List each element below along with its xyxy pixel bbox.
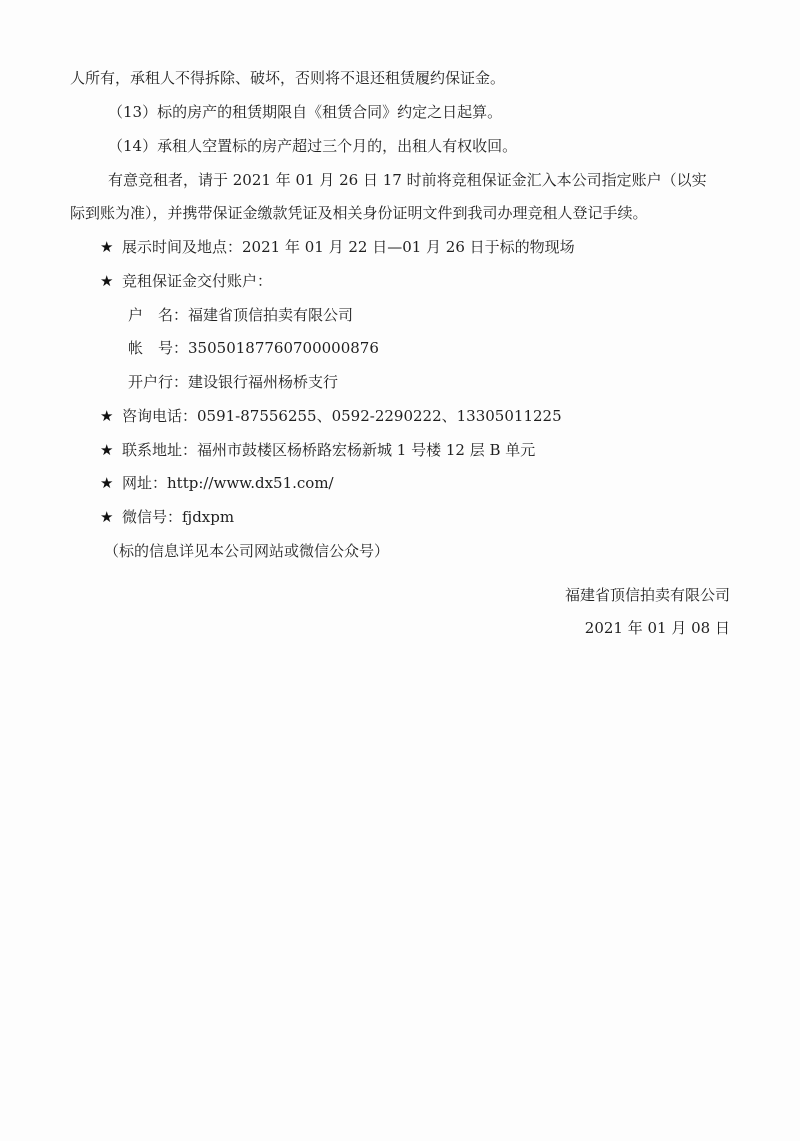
account-name-row [128,305,353,325]
star-icon: ★ [100,441,114,459]
website-text: 网址：http://www.dx51.com/ [122,474,334,492]
star-icon: ★ [100,238,114,256]
account-name-value: 福建省顶信拍卖有限公司 [188,306,354,324]
account-number-value: 35050187760700000876 [188,339,379,357]
account-number-label: 帐 号： [128,339,189,357]
bank-label: 开户行： [128,373,189,391]
list-item [100,473,334,493]
paragraph-line: （14）承租人空置标的房产超过三个月的，出租人有权收回。 [108,137,518,155]
note-text: （标的信息详见本公司网站或微信公众号） [104,542,390,560]
account-name-label: 户 名： [128,306,189,324]
paragraph-line: （13）标的房产的租赁期限自《租赁合同》约定之日起算。 [108,103,503,121]
wechat-text: 微信号：fjdxpm [122,508,235,526]
bank-row [128,372,338,392]
phone-text: 咨询电话：0591-87556255、0592-2290222、13305011225 [122,407,562,425]
star-icon: ★ [100,407,114,425]
signature-company: 福建省顶信拍卖有限公司 [564,586,730,604]
account-number-row [128,338,379,358]
paragraph-line: 际到账为准），并携带保证金缴款凭证及相关身份证明文件到我司办理竞租人登记手续。 [70,204,648,222]
account-title: 竞租保证金交付账户： [122,272,273,290]
signature-date: 2021 年 01 月 08 日 [584,619,730,637]
paragraph-line: 有意竞租者，请于 2021 年 01 月 26 日 17 时前将竞租保证金汇入本公司指定账户（以实 [108,171,707,189]
list-item [100,271,272,291]
list-item [100,406,562,426]
exhibit-text: 展示时间及地点：2021 年 01 月 22 日—01 月 26 日于标的物现场 [122,238,575,256]
list-item [100,440,535,460]
paragraph-line: 人所有，承租人不得拆除、破坏，否则将不退还租赁履约保证金。 [70,69,506,87]
list-item [100,237,575,257]
bank-value: 建设银行福州杨桥支行 [188,373,339,391]
star-icon: ★ [100,272,114,290]
star-icon: ★ [100,474,114,492]
star-icon: ★ [100,508,114,526]
list-item [100,507,234,527]
address-text: 联系地址：福州市鼓楼区杨桥路宏杨新城 1 号楼 12 层 B 单元 [122,441,536,459]
